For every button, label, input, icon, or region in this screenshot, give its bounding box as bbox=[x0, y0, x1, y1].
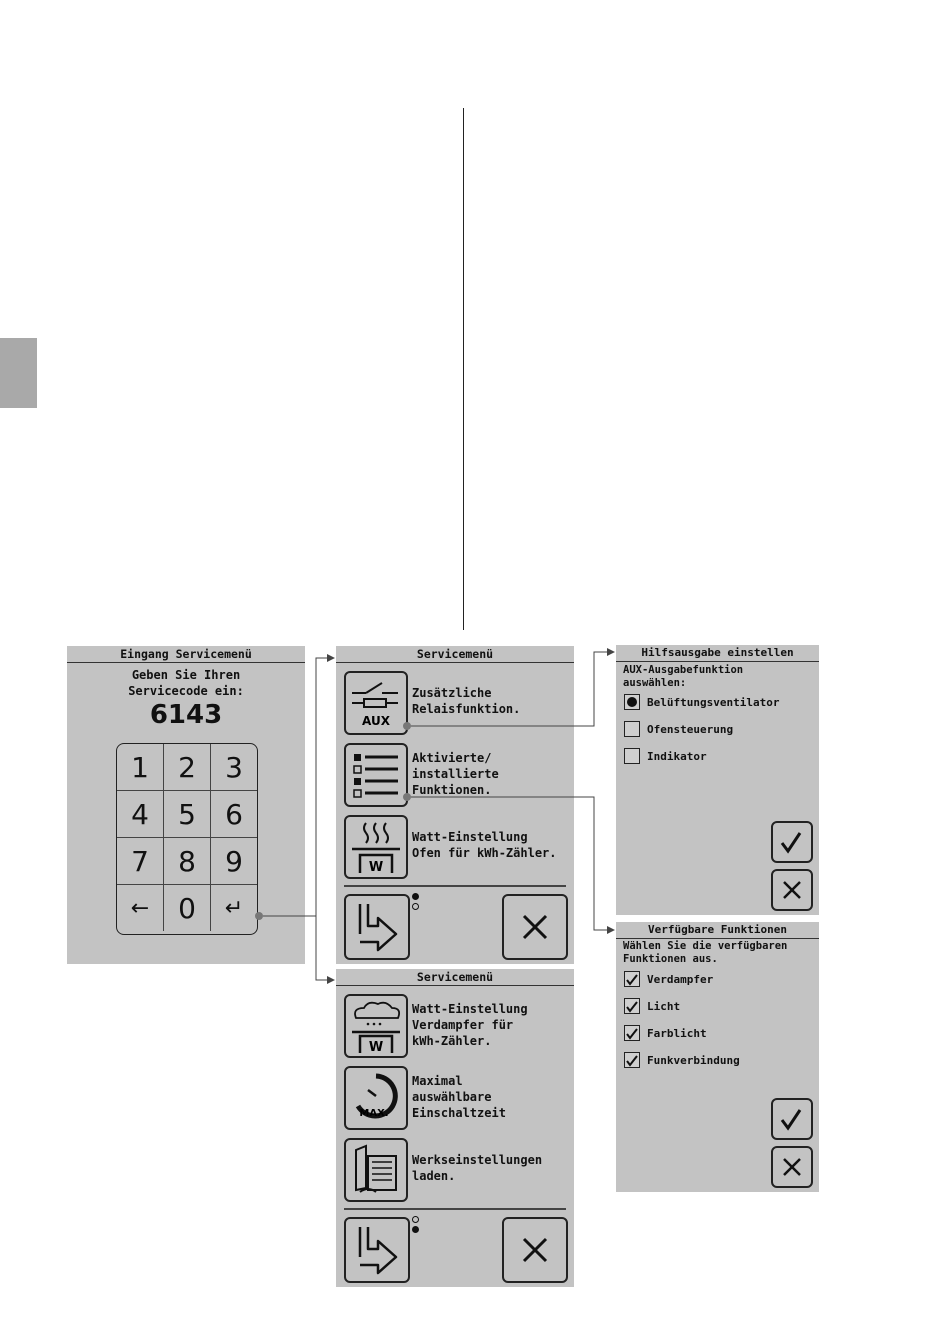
page-indicator-1 bbox=[412, 1216, 419, 1223]
option-label: Farblicht bbox=[647, 1027, 707, 1040]
menu-item-label: kWh-Zähler. bbox=[412, 1034, 492, 1048]
factory-reset-icon bbox=[346, 1140, 406, 1200]
key-7[interactable]: 7 bbox=[117, 838, 164, 885]
close-button[interactable] bbox=[502, 894, 568, 960]
key-0[interactable]: 0 bbox=[164, 885, 211, 931]
menu-item-label: Relaisfunktion. bbox=[412, 702, 521, 716]
aux-relay-button[interactable] bbox=[344, 671, 408, 735]
confirm-button[interactable] bbox=[771, 821, 813, 863]
evaporator-watt-icon bbox=[346, 996, 406, 1056]
page-indicator-1 bbox=[412, 893, 419, 900]
checkbox-licht[interactable] bbox=[624, 998, 640, 1014]
checkbox-farblicht[interactable] bbox=[624, 1025, 640, 1041]
evaporator-icon-label: W bbox=[368, 1040, 384, 1055]
oven-watt-icon bbox=[346, 817, 406, 877]
screen-title: Hilfsausgabe einstellen bbox=[616, 645, 819, 662]
check-icon bbox=[625, 1000, 639, 1014]
menu-item-label: auswählbare bbox=[412, 1090, 492, 1104]
menu-item-label: installierte bbox=[412, 767, 499, 781]
page-indicator-2 bbox=[412, 1226, 419, 1233]
chapter-tab bbox=[0, 338, 37, 408]
numeric-keypad bbox=[116, 743, 258, 935]
aux-icon-label: AUX bbox=[362, 714, 390, 728]
radio-ofensteuerung[interactable] bbox=[624, 721, 640, 737]
menu-item-label: Verdampfer für bbox=[412, 1018, 514, 1032]
cancel-button[interactable] bbox=[771, 869, 813, 911]
prompt-line-2: auswählen: bbox=[623, 677, 687, 689]
menu-item-label: Ofen für kWh-Zähler. bbox=[412, 846, 557, 860]
aux-relay-icon bbox=[346, 673, 406, 733]
available-functions-screen bbox=[616, 922, 819, 1192]
close-icon bbox=[773, 871, 811, 909]
screen-title: Eingang Servicemenü bbox=[67, 646, 305, 663]
next-arrow-icon bbox=[346, 1219, 408, 1281]
check-icon bbox=[625, 1027, 639, 1041]
screen-title: Verfügbare Funktionen bbox=[616, 922, 819, 939]
menu-item-label: Zusätzliche bbox=[412, 686, 492, 700]
cancel-button[interactable] bbox=[771, 1146, 813, 1188]
option-label: Funkverbindung bbox=[647, 1054, 740, 1067]
screen-title: Servicemenü bbox=[336, 969, 574, 986]
max-icon-label: MAX. bbox=[359, 1108, 389, 1119]
key-3[interactable]: 3 bbox=[211, 744, 257, 791]
close-icon bbox=[504, 1219, 566, 1281]
evaporator-watt-button[interactable] bbox=[344, 994, 408, 1058]
checkmark-icon bbox=[773, 1100, 811, 1138]
checklist-icon bbox=[346, 745, 406, 805]
max-time-icon bbox=[346, 1068, 406, 1128]
key-4[interactable]: 4 bbox=[117, 791, 164, 838]
prompt-line-2: Funktionen aus. bbox=[623, 953, 718, 965]
oven-icon-label: W bbox=[368, 860, 384, 875]
checkbox-verdampfer[interactable] bbox=[624, 971, 640, 987]
service-menu-page-1 bbox=[336, 646, 574, 964]
menu-item-label: Aktivierte/ bbox=[412, 751, 492, 765]
option-label: Ofensteuerung bbox=[647, 723, 734, 736]
functions-button[interactable] bbox=[344, 743, 408, 807]
screen-title: Servicemenü bbox=[336, 646, 574, 663]
menu-item-label: Einschaltzeit bbox=[412, 1106, 506, 1120]
page-indicator-2 bbox=[412, 903, 419, 910]
oven-watt-button[interactable] bbox=[344, 815, 408, 879]
factory-reset-button[interactable] bbox=[344, 1138, 408, 1202]
menu-item-label: Watt-Einstellung bbox=[412, 1002, 528, 1016]
menu-item-label: Funktionen. bbox=[412, 783, 492, 797]
key-5[interactable]: 5 bbox=[164, 791, 211, 838]
prompt-line-1: AUX-Ausgabefunktion bbox=[623, 664, 744, 676]
close-icon bbox=[773, 1148, 811, 1186]
option-label: Belüftungsventilator bbox=[647, 696, 780, 709]
menu-item-label: Maximal bbox=[412, 1074, 463, 1088]
next-page-button[interactable] bbox=[344, 894, 410, 960]
column-divider bbox=[463, 108, 464, 630]
key-1[interactable]: 1 bbox=[117, 744, 164, 791]
radio-indikator[interactable] bbox=[624, 748, 640, 764]
aux-output-screen bbox=[616, 645, 819, 915]
option-label: Verdampfer bbox=[647, 973, 714, 986]
prompt-line-1: Geben Sie Ihren bbox=[131, 668, 241, 682]
option-label: Indikator bbox=[647, 750, 707, 763]
menu-item-label: laden. bbox=[412, 1169, 456, 1183]
key-9[interactable]: 9 bbox=[211, 838, 257, 885]
confirm-button[interactable] bbox=[771, 1098, 813, 1140]
prompt-line-1: Wählen Sie die verfügbaren bbox=[623, 940, 788, 952]
footer-separator bbox=[344, 885, 566, 887]
check-icon bbox=[625, 1054, 639, 1068]
close-button[interactable] bbox=[502, 1217, 568, 1283]
max-time-button[interactable] bbox=[344, 1066, 408, 1130]
backspace-key[interactable]: ← bbox=[117, 885, 164, 931]
checkmark-icon bbox=[773, 823, 811, 861]
key-2[interactable]: 2 bbox=[164, 744, 211, 791]
radio-belueftungsventilator[interactable] bbox=[624, 694, 640, 710]
check-icon bbox=[625, 973, 639, 987]
prompt-line-2: Servicecode ein: bbox=[128, 684, 244, 698]
service-login-screen bbox=[67, 646, 305, 964]
menu-item-label: Watt-Einstellung bbox=[412, 830, 528, 844]
service-code-display: 6143 bbox=[149, 700, 223, 730]
radio-selected-dot bbox=[627, 697, 637, 707]
connector-to-menu2 bbox=[316, 916, 334, 980]
key-6[interactable]: 6 bbox=[211, 791, 257, 838]
close-icon bbox=[504, 896, 566, 958]
next-page-button[interactable] bbox=[344, 1217, 410, 1283]
service-menu-page-2 bbox=[336, 969, 574, 1287]
enter-key[interactable]: ↵ bbox=[224, 895, 244, 921]
key-8[interactable]: 8 bbox=[164, 838, 211, 885]
footer-separator bbox=[344, 1208, 566, 1210]
checkbox-funkverbindung[interactable] bbox=[624, 1052, 640, 1068]
menu-item-label: Werkseinstellungen bbox=[412, 1153, 543, 1167]
option-label: Licht bbox=[647, 1000, 681, 1013]
next-arrow-icon bbox=[346, 896, 408, 958]
